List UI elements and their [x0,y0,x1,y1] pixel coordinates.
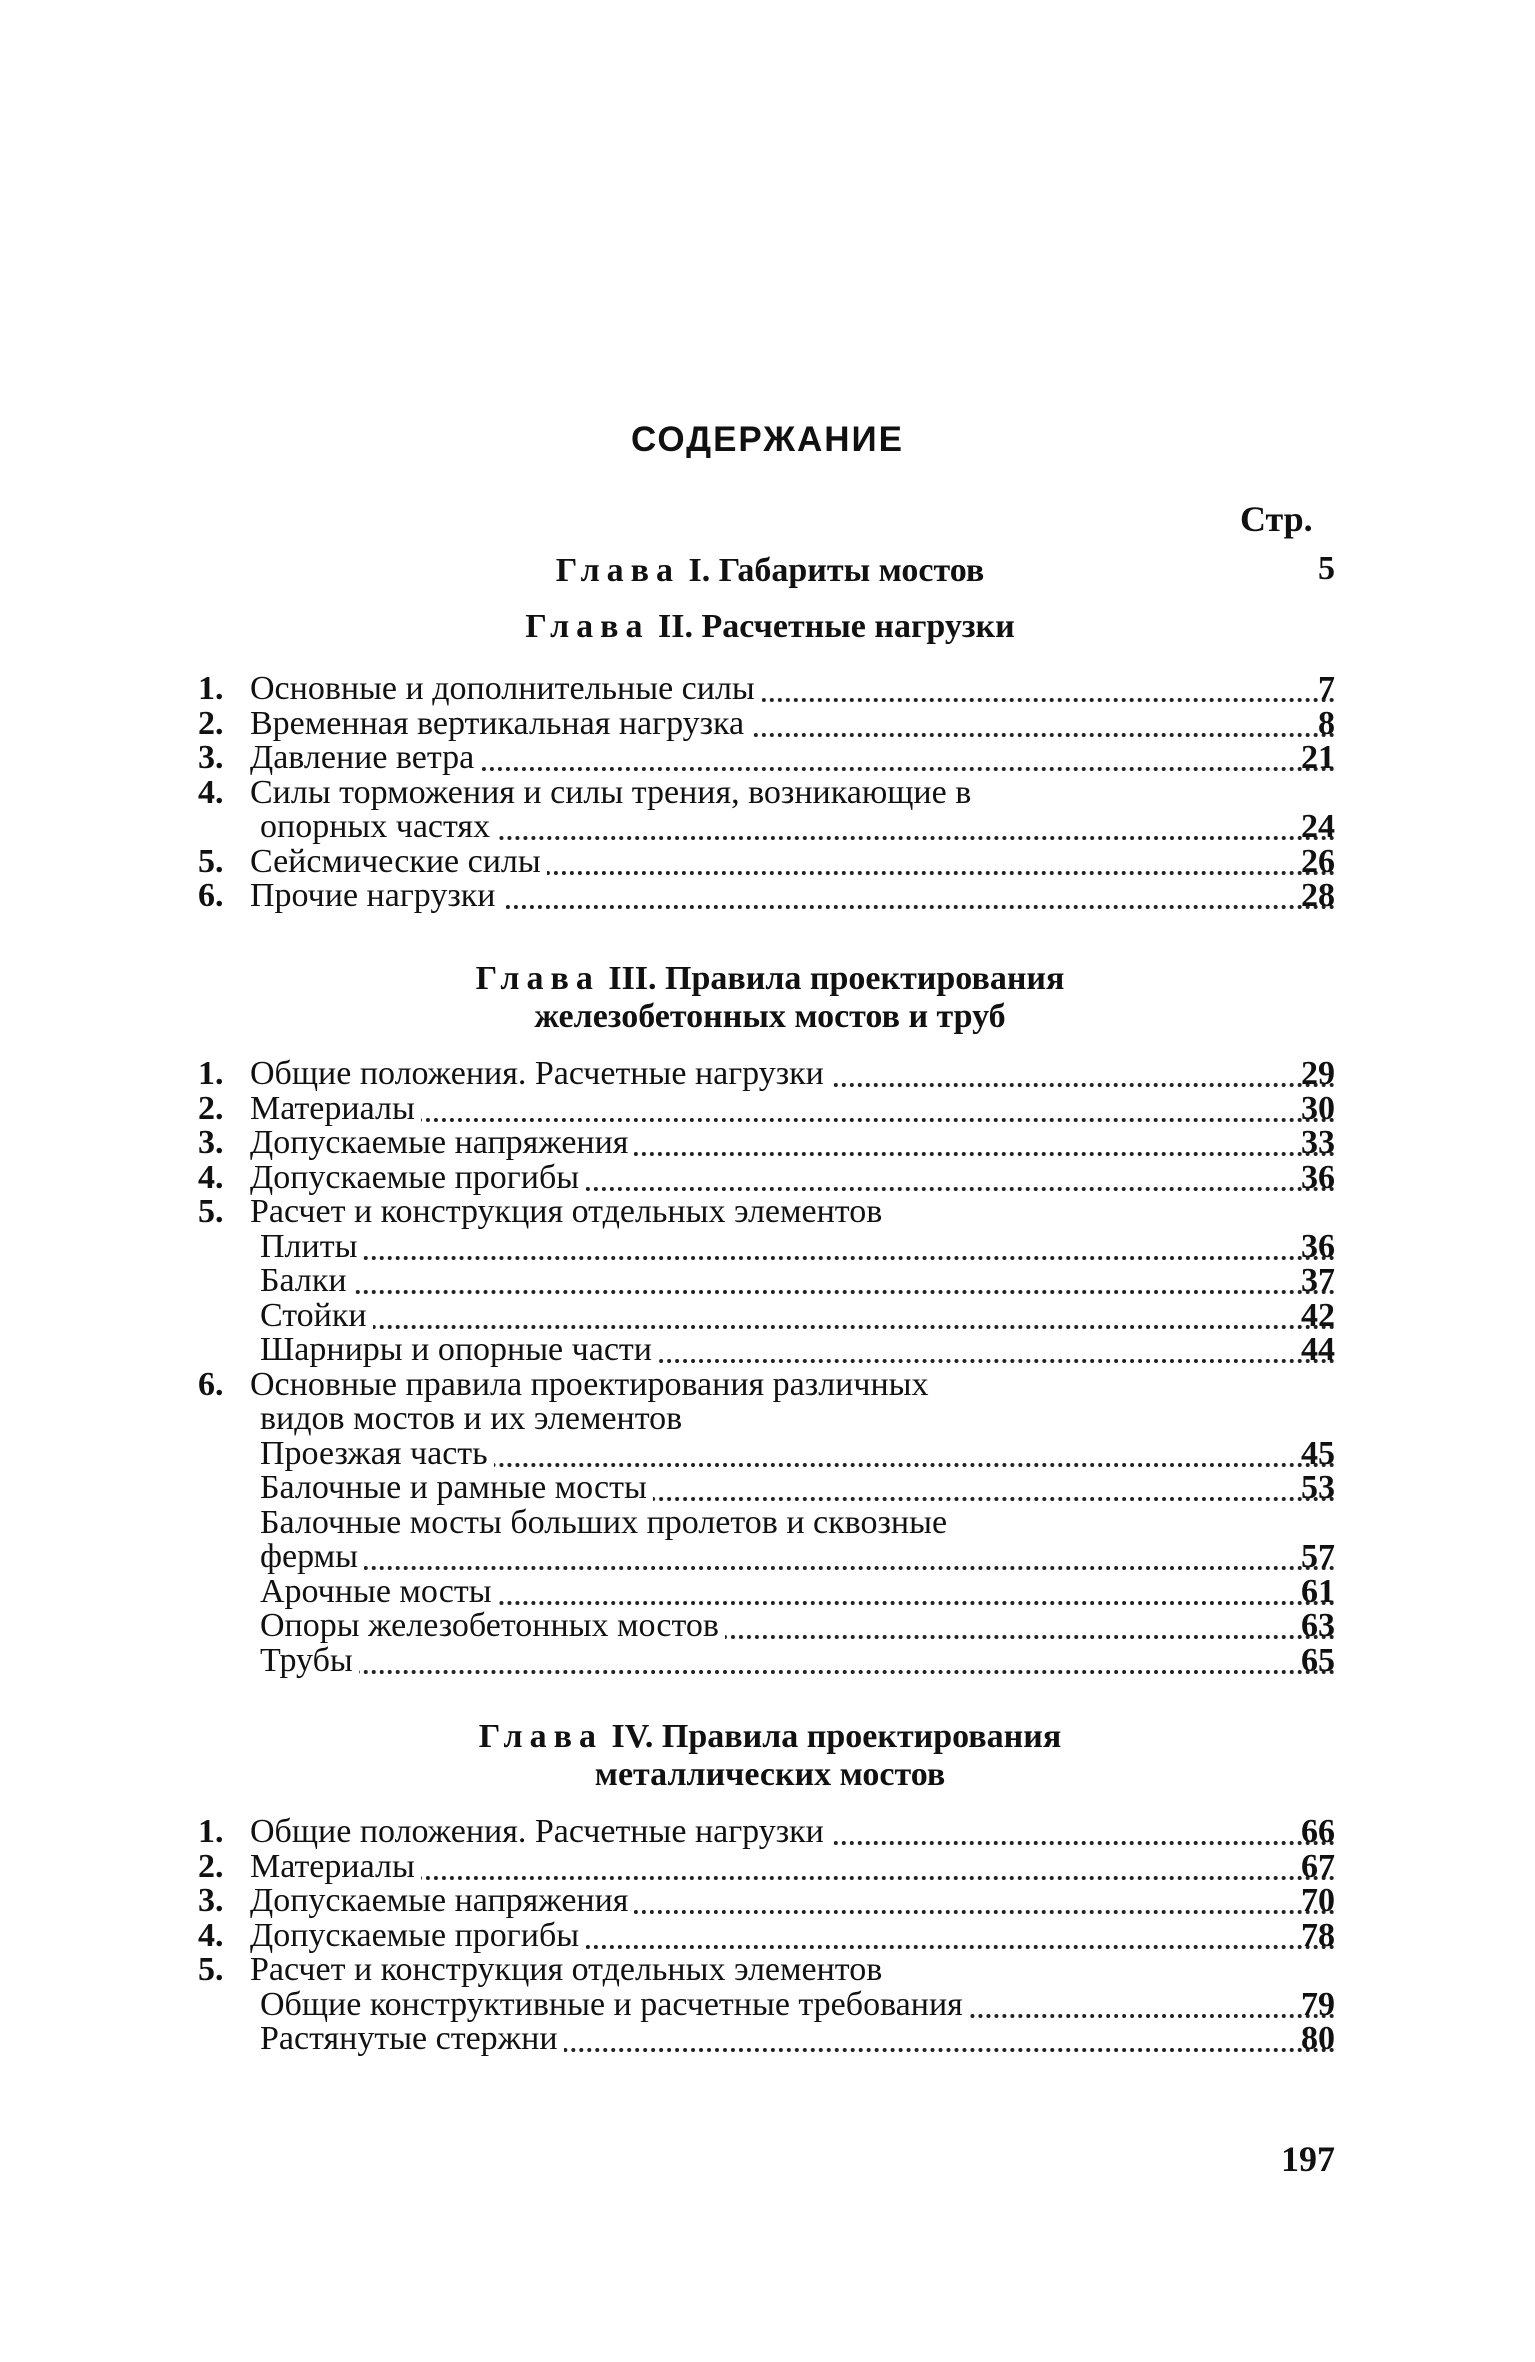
toc-entry-page: 80 [1301,2020,1335,2057]
toc-entry [0,1815,1535,1849]
chapter-3-heading [200,960,1340,1036]
chapter-word: Глава [475,960,600,997]
toc-entry-title [250,1916,1335,1954]
toc-entry-title [260,1609,1335,1643]
chapter-title: II. Расчетные нагрузки [658,608,1015,645]
toc-entry-page: 44 [1301,1331,1335,1368]
toc-entry-text: Арочные мосты [260,1575,498,1609]
toc-entry-text: Балочные и рамные мосты [260,1471,653,1505]
toc-entry-title [250,1953,1335,1987]
toc-entry [0,1540,1535,1574]
chapter-1-heading [200,552,1340,590]
toc-entry-number: 3. [198,1882,224,1919]
toc-entry [0,1953,1535,1987]
chapter-1-entry [0,550,1535,589]
toc-entry [0,1847,1535,1885]
toc-entry [0,1195,1535,1229]
toc-entry-title [250,672,1335,706]
toc-entry-text: Трубы [260,1644,359,1678]
toc-entry-text: Стойки [260,1299,373,1333]
toc-entry-text: фермы [260,1540,364,1574]
toc-entry-text: Балочные мосты больших пролетов и сквозные [260,1506,953,1540]
toc-entry-title [260,1333,1335,1367]
toc-entry-number: 6. [198,1365,224,1403]
chapter-2-heading [200,608,1340,646]
toc-entry-title [260,1227,1335,1265]
toc-entry [0,1089,1535,1127]
toc-entry-text: Плиты [260,1230,363,1264]
toc-entry-title [250,1057,1335,1091]
toc-entry [0,879,1535,913]
chapter-title-line1: III. Правила проектирования [608,960,1065,997]
toc-entry-page: 24 [1301,808,1335,845]
toc-entry-text: Допускаемые прогибы [250,1161,585,1195]
toc-entry-title [250,879,1335,913]
toc-entry-page: 36 [1301,1227,1335,1265]
dot-leader [260,1670,1335,1674]
page-number: 197 [1281,2139,1335,2179]
toc-entry-page: 57 [1301,1538,1335,1575]
toc-entry-text: Балки [260,1264,353,1298]
toc-entry-number: 1. [198,670,224,707]
toc-entry [0,2022,1535,2056]
toc-entry [0,1916,1535,1954]
toc-entry [0,1884,1535,1918]
toc-entry-number: 1. [198,1055,224,1092]
toc-entry [0,810,1535,844]
toc-entry-text: Материалы [250,1850,421,1884]
toc-entry-text: видов мостов и их элементов [260,1402,688,1436]
toc-entry-text: Шарниры и опорные части [260,1333,658,1367]
toc-entry-page: 36 [1301,1158,1335,1196]
toc-entry-text: Основные правила проектирования различных [250,1368,935,1402]
toc-entry-text: опорных частях [260,810,496,844]
toc-entry [0,1158,1535,1196]
toc-entry-number: 6. [198,877,224,914]
toc-entry [0,1985,1535,2023]
toc-entry-page: 37 [1301,1262,1335,1299]
chapter-word: Глава [525,608,650,645]
toc-entry-text: Проезжая часть [260,1437,494,1471]
toc-entry-page: 30 [1301,1089,1335,1127]
dot-leader [260,1566,1335,1570]
toc-entry-text: Общие конструктивные и расчетные требования [260,1988,969,2022]
toc-entry-text: Силы торможения и силы трения, возникающие в [250,776,977,810]
toc-entry-title [250,1195,1335,1229]
toc-entry-number: 1. [198,1813,224,1850]
toc-entry-number: 5. [198,842,224,880]
toc-entry-number: 2. [198,704,224,742]
toc-entry-page: 42 [1301,1296,1335,1334]
chapter-1-page: 5 [1318,550,1335,587]
toc-entry-number: 2. [198,1089,224,1127]
toc-entry-number: 3. [198,1124,224,1161]
toc-entry-page: 63 [1301,1607,1335,1644]
toc-entry [0,1609,1535,1643]
chapter-word: Глава [478,1718,603,1755]
toc-entry-text: Допускаемые прогибы [250,1919,585,1953]
toc-entry-title [260,1985,1335,2023]
toc-entry-page: 26 [1301,842,1335,880]
toc-entry-page: 21 [1301,739,1335,776]
toc-entry-title [260,1540,1335,1574]
toc-entry-title [250,1815,1335,1849]
toc-entry-number: 3. [198,739,224,776]
toc-entry-text: Допускаемые напряжения [250,1884,634,1918]
toc-entry-page: 79 [1301,1985,1335,2023]
toc-entry-text: Расчет и конструкция отдельных элементов [250,1953,888,1987]
toc-entry-text: Общие положения. Расчетные нагрузки [250,1057,830,1091]
toc-entry-page: 70 [1301,1882,1335,1919]
toc-entry-title [260,1402,1335,1436]
toc-entry-page: 67 [1301,1847,1335,1885]
dot-leader [260,1325,1335,1329]
toc-entry [0,1126,1535,1160]
toc-entry [0,842,1535,880]
toc-entry [0,1365,1535,1403]
toc-entry-page: 7 [1318,670,1335,707]
toc-entry-title [260,1264,1335,1298]
toc-entry-title [250,1158,1335,1196]
toc-entry-text: Временная вертикальная нагрузка [250,707,750,741]
toc-entry-text: Материалы [250,1092,421,1126]
toc-entry-number: 4. [198,1158,224,1196]
toc-entry-number: 5. [198,1951,224,1988]
toc-entry [0,1057,1535,1091]
toc-entry [0,1641,1535,1679]
dot-leader [260,1256,1335,1260]
toc-entry-title [250,1089,1335,1127]
chapter-title-line2: металлических мостов [594,1756,946,1793]
toc-entry [0,1506,1535,1540]
toc-entry [0,773,1535,811]
toc-entry-text: Основные и дополнительные силы [250,672,761,706]
toc-entry-title [260,1434,1335,1472]
toc-entry-text: Растянутые стержни [260,2022,564,2056]
toc-entry-page: 29 [1301,1055,1335,1092]
toc-entry-text: Давление ветра [250,741,480,775]
toc-entry [0,1227,1535,1265]
toc-entry-title [250,776,1335,810]
chapter-title-line1: IV. Правила проектирования [611,1718,1062,1755]
toc-entry-title [250,1847,1335,1885]
toc-entry-number: 5. [198,1193,224,1230]
toc-entry-title [260,1641,1335,1679]
toc-entry [0,1434,1535,1472]
toc-entry-title [250,842,1335,880]
toc-entry [0,1296,1535,1334]
toc-entry-title [260,810,1335,844]
toc-entry-page: 33 [1301,1124,1335,1161]
toc-entry-page: 78 [1301,1916,1335,1954]
toc-entry [0,1572,1535,1610]
toc-entry-title [260,1572,1335,1610]
chapter-title: I. Габариты мостов [688,552,985,589]
toc-entry-title [250,741,1335,775]
toc-entry-page: 53 [1301,1469,1335,1506]
toc-entry-title [250,1368,1335,1402]
toc-entry-page: 45 [1301,1434,1335,1472]
toc-entry-text: Прочие нагрузки [250,879,502,913]
toc-entry [0,1264,1535,1298]
toc-entry [0,1471,1535,1505]
toc-entry [0,672,1535,706]
toc-entry [0,741,1535,775]
toc-entry-title [250,1126,1335,1160]
toc-entry-number: 2. [198,1847,224,1885]
toc-entry-page: 61 [1301,1572,1335,1610]
page-title: СОДЕРЖАНИЕ [630,420,904,459]
toc-entry-text: Опоры железобетонных мостов [260,1609,725,1643]
toc-entry [0,1333,1535,1367]
toc-entry-page: 8 [1318,704,1335,742]
chapter-word: Глава [555,552,681,589]
toc-entry [0,1402,1535,1436]
page-column-label: Стр. [1240,499,1313,539]
toc-entry-title [260,1471,1335,1505]
toc-entry-title [260,1506,1335,1540]
toc-entry-page: 65 [1301,1641,1335,1679]
toc-entry-text: Общие положения. Расчетные нагрузки [250,1815,830,1849]
dot-leader [260,1290,1335,1294]
toc-entry-title [260,2022,1335,2056]
toc-entry-page: 66 [1301,1813,1335,1850]
chapter-title-line2: железобетонных мостов и труб [534,998,1006,1035]
toc-entry-text: Сейсмические силы [250,845,547,879]
toc-entry-title [260,1296,1335,1334]
toc-entry [0,704,1535,742]
toc-entry-text: Допускаемые напряжения [250,1126,634,1160]
toc-entry-title [250,704,1335,742]
toc-entry-text: Расчет и конструкция отдельных элементов [250,1195,888,1229]
toc-entry-page: 28 [1301,877,1335,914]
toc-entry-title [250,1884,1335,1918]
toc-entry-number: 4. [198,1916,224,1954]
chapter-4-heading [200,1718,1340,1794]
toc-entry-number: 4. [198,773,224,811]
